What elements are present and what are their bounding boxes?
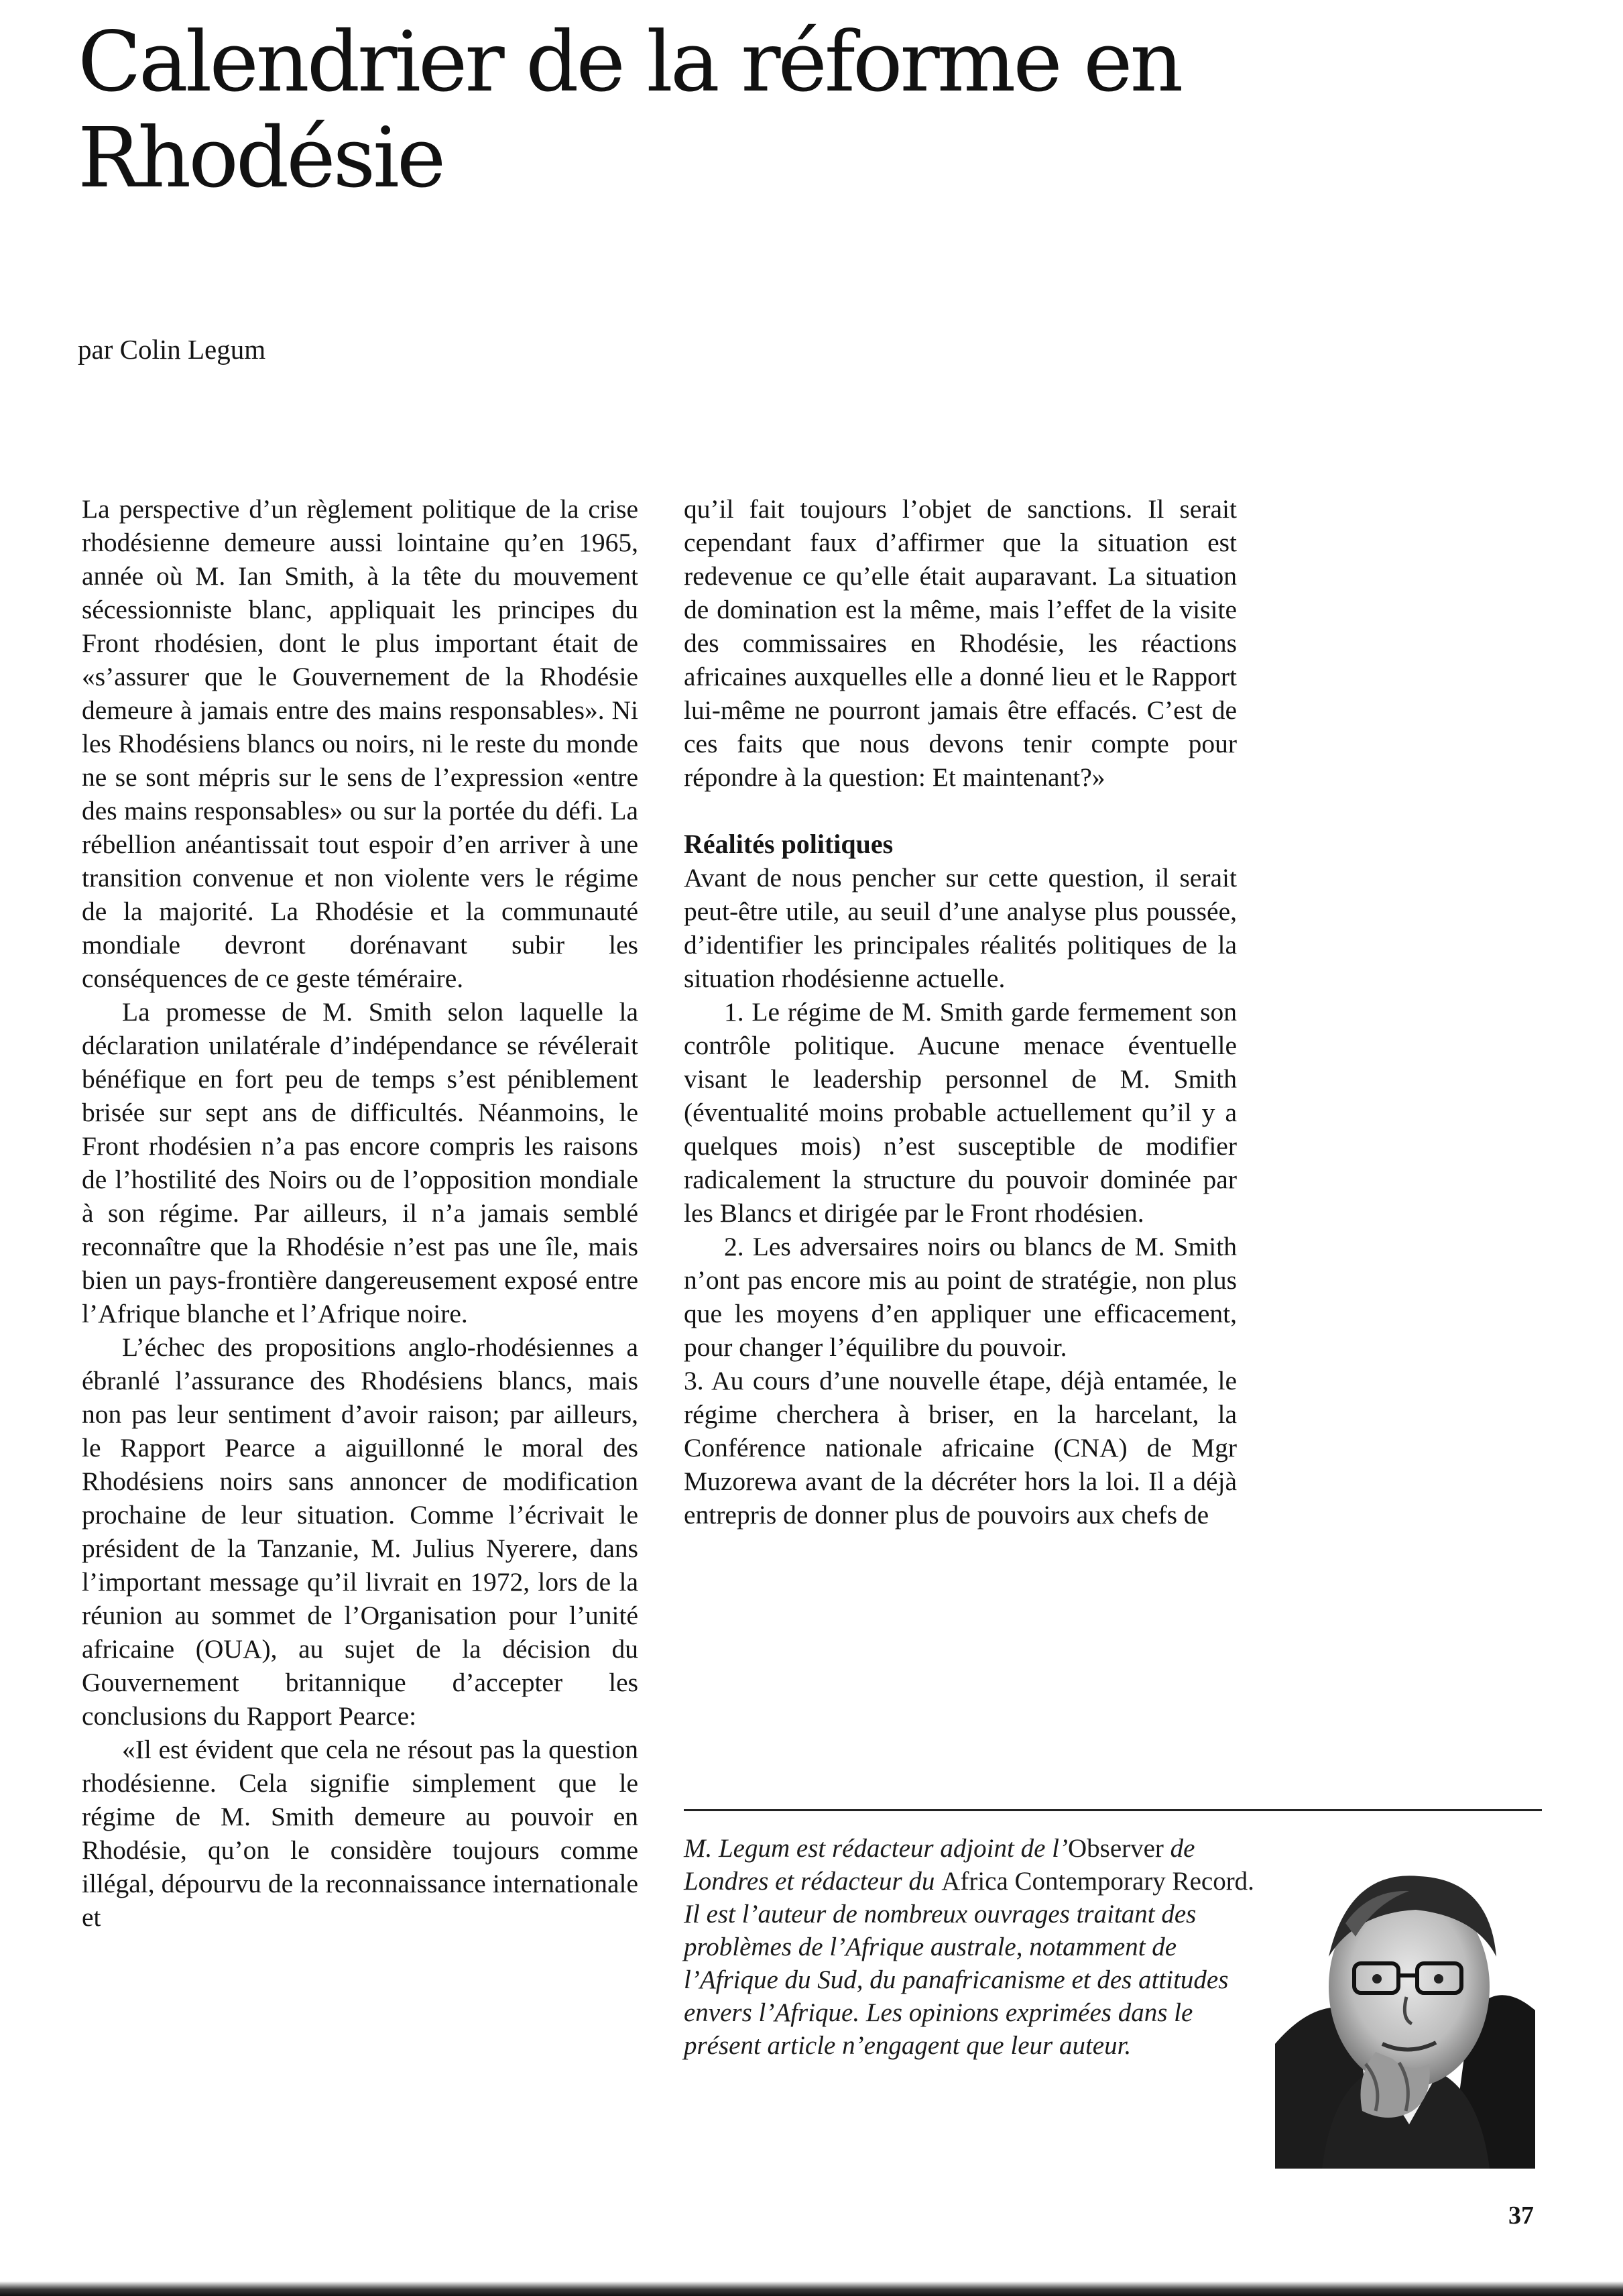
bio-publication: Observer [1067, 1834, 1164, 1863]
body-paragraph: L’échec des propositions anglo-rhodésiennes a ébranlé l’assurance des Rhodésiens blancs, mais non pas leur sentiment d’avoir raison; par ailleurs, le Rapport Pearce a aiguillonné le moral des Rhodésiens noirs sans annoncer de modification prochaine de leur situation. Comme l’écrivait le président de la Tanzanie, M. Julius Nyerere, dans l’important message qu’il livrait en 1972, lors de la réunion au sommet de l’Organisation pour l’unité africaine (OUA), au sujet de la décision du Gouvernement britannique d’accepter les conclusions du Rapport Pearce: [82, 1332, 638, 1731]
quote-paragraph: «Il est évident que cela ne résout pas la question rhodésienne. Cela signifie simplement que le régime de M. Smith demeure au pouvoir en Rhodésie, qu’on le considère toujours comme illégal, dépourvu de la reconnaissance internationale et [82, 1735, 638, 1932]
bio-publication: Africa Contemporary Record. [941, 1867, 1254, 1896]
page-number: 37 [1508, 2201, 1534, 2230]
bio-text: M. Legum est rédacteur adjoint de l’ [684, 1834, 1068, 1863]
left-column [82, 492, 638, 1934]
numbered-point: 1. Le régime de M. Smith garde fermement son contrôle politique. Aucune menace éventuelle visant le leadership personnel de M. Smith (éventualité moins probable actuellement qu’il y a quelques mois) n’est susceptible de modifier radicalement la structure du pouvoir dominée par les Blancs et dirigée par le Front rhodésien. [684, 997, 1237, 1228]
bio-text: de Londres et rédacteur du [684, 1834, 1195, 1896]
numbered-point: 2. Les adversaires noirs ou blancs de M. Smith n’ont pas encore mis au point de stratégie, non plus que les moyens d’en appliquer une efficacement, pour changer l’équilibre du pouvoir. [684, 1232, 1237, 1362]
page-edge-shadow [0, 2281, 1623, 2296]
byline: par Colin Legum [78, 334, 266, 365]
bio-text: Il est l’auteur de nombreux ouvrages traitant des problèmes de l’Afrique australe, notamment de l’Afrique du Sud, du panafricanisme et des attitudes envers l’Afrique. Les opinions exprimées dans le présent article n’engagent que leur auteur. [684, 1900, 1229, 2060]
right-column [684, 492, 1237, 1532]
divider-rule [684, 1809, 1542, 1811]
body-paragraph: Avant de nous pencher sur cette question, il serait peut-être utile, au seuil d’une analyse plus poussée, d’identifier les principales réalités politiques de la situation rhodésienne actuelle. [684, 863, 1237, 993]
author-portrait [1275, 1843, 1535, 2169]
body-paragraph: La promesse de M. Smith selon laquelle la déclaration unilatérale d’indépendance se révélerait bénéfique en fort peu de temps s’est péniblement brisée sur sept ans de difficultés. Néanmoins, le Front rhodésien n’a pas encore compris les raisons de l’hostilité des Noirs ou de l’opposition mondiale à son régime. Par ailleurs, il n’a jamais semblé reconnaître que la Rhodésie n’est pas une île, mais bien un pays-frontière dangereusement exposé entre l’Afrique blanche et l’Afrique noire. [82, 997, 638, 1328]
numbered-point: 3. Au cours d’une nouvelle étape, déjà entamée, le régime cherchera à briser, en la harcelant, la Conférence nationale africaine (CNA) de Mgr Muzorewa avant de la décréter hors la loi. Il a déjà entrepris de donner plus de pouvoirs aux chefs de [684, 1366, 1237, 1530]
quote-continuation: qu’il fait toujours l’objet de sanctions. Il serait cependant faux d’affirmer que la situation est redevenue ce qu’elle était auparavant. La situation de domination est la même, mais l’effet de la visite des commissaires en Rhodésie, les réactions africaines auxquelles elle a donné lieu et le Rapport lui-même ne pourront jamais être effacés. C’est de ces faits que nous devons tenir compte pour répondre à la question: Et maintenant?» [684, 494, 1237, 792]
section-heading: Réalités politiques [684, 829, 894, 859]
author-bio [684, 1832, 1274, 2062]
body-paragraph: La perspective d’un règlement politique de la crise rhodésienne demeure aussi lointaine qu’en 1965, année où M. Ian Smith, à la tête du mouvement sécessionniste blanc, appliquait les principes du Front rhodésien, dont le plus important était de «s’assurer que le Gouvernement de la Rhodésie demeure à jamais entre des mains responsables». Ni les Rhodésiens blancs ou noirs, ni le reste du monde ne se sont mépris sur le sens de l’expression «entre des mains responsables» ou sur la portée du défi. La rébellion anéantissait tout espoir d’en arriver à une transition convenue et non violente vers le régime de la majorité. La Rhodésie et la communauté mondiale devront dorénavant subir les conséquences de ce geste téméraire. [82, 494, 638, 993]
article-title: Calendrier de la réforme en Rhodésie [78, 14, 1181, 207]
